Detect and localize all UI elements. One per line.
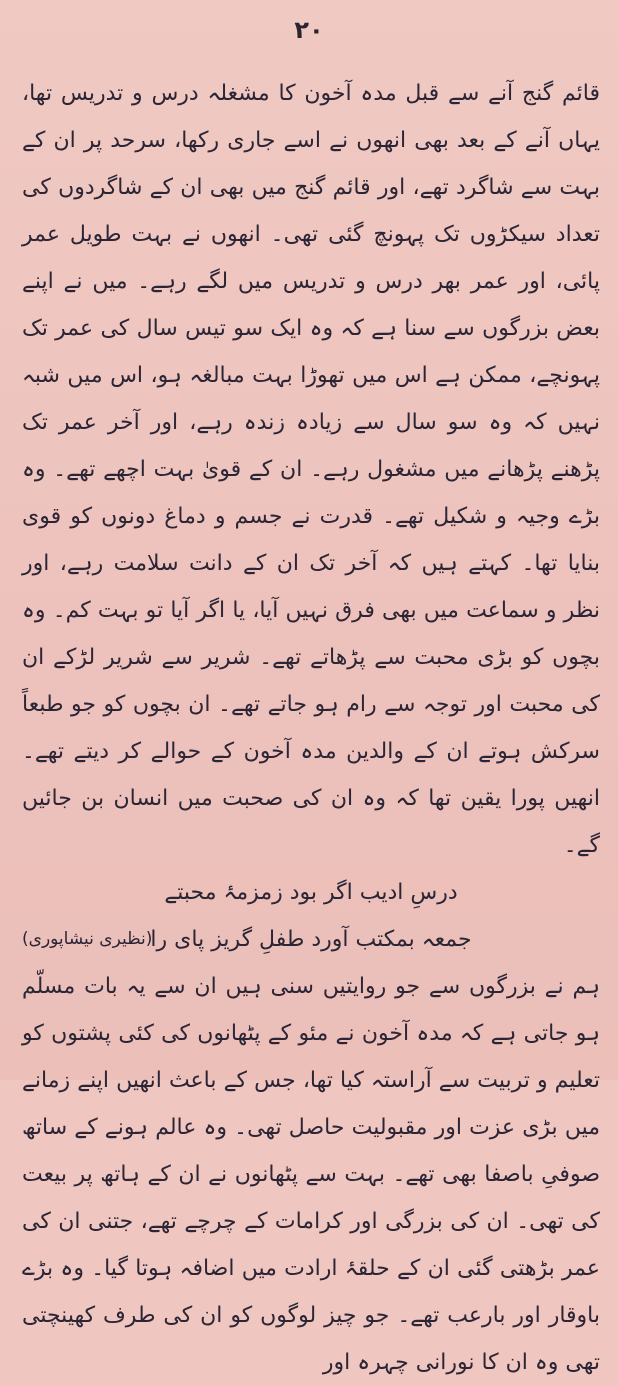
verse-line-2: جمعہ بمکتب آورد طفلِ گریز پای را [150,927,472,952]
verse-line-1: درسِ ادیب اگر بود زمزمۂ محبتے [164,880,458,905]
verse-block [22,869,600,963]
page-number: ۲۰ [294,16,324,44]
paragraph-1: قائم گنج آنے سے قبل مدہ آخون کا مشغلہ درس و تدریس تھا، یہاں آنے کے بعد بھی انھوں نے اسے جاری رکھا، سرحد پر ان کے بہت سے شاگرد تھے، اور قائم گنج میں بھی ان کے شاگردوں کی تعداد سیکڑوں تک پہونچ گئی تھی۔ انھوں نے بہت طویل عمر پائی، اور عمر بھر درس و تدریس میں لگے رہے۔ میں نے اپنے بعض بزرگوں سے سنا ہے کہ وہ ایک سو تیس سال کی عمر تک پہونچے، ممکن ہے اس میں تھوڑا بہت مبالغہ ہو، اس میں شبہ نہیں کہ وہ سو سال سے زیادہ زندہ رہے، اور آخر عمر تک پڑھنے پڑھانے میں مشغول رہے۔ ان کے قویٰ بہت اچھے تھے۔ وہ بڑے وجیہ و شکیل تھے۔ قدرت نے جسم و دماغ دونوں کو قوی بنایا تھا۔ کہتے ہیں کہ آخر تک ان کے دانت سلامت رہے، اور نظر و سماعت میں بھی فرق نہیں آیا، یا اگر آیا تو بہت کم۔ وہ بچوں کو بڑی محبت سے پڑھاتے تھے۔ شریر سے شریر لڑکے ان کی محبت اور توجہ سے رام ہو جاتے تھے۔ ان بچوں کو جو طبعاً سرکش ہوتے ان کے والدین مدہ آخون کے حوالے کر دیتے تھے۔ انھیں پورا یقین تھا کہ وہ ان کی صحبت میں انسان بن جائیں گے۔ [22,81,600,858]
verse-line-2-wrap [22,916,600,963]
paragraph-2: ہم نے بزرگوں سے جو روایتیں سنی ہیں ان سے یہ بات مسلّم ہو جاتی ہے کہ مدہ آخون نے مئو کے پٹھانوں کی کئی پشتوں کو تعلیم و تربیت سے آراستہ کیا تھا، جس کے باعث انھیں اپنے زمانے میں بڑی عزت اور مقبولیت حاصل تھی۔ وہ عالم ہونے کے ساتھ صوفیِ باصفا بھی تھے۔ بہت سے پٹھانوں نے ان کے ہاتھ پر بیعت کی تھی۔ ان کی بزرگی اور کرامات کے چرچے تھے، جتنی ان کی عمر بڑھتی گئی ان کے حلقۂ ارادت میں اضافہ ہوتا گیا۔ وہ بڑے باوقار اور بارعب تھے۔ جو چیز لوگوں کو ان کی طرف کھینچتی تھی وہ ان کا نورانی چہرہ اور [22,974,600,1375]
verse-attribution: (نظیری نیشاپوری) [22,929,153,949]
page-body [22,70,600,1386]
